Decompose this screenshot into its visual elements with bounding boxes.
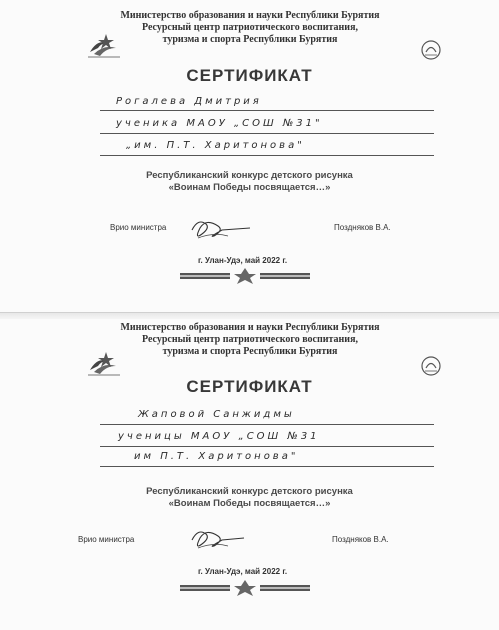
minister-label: Врио министра	[78, 535, 135, 544]
issuer-header	[80, 10, 420, 46]
issuer-header	[80, 322, 420, 358]
star-bird-logo-icon	[84, 30, 124, 60]
certificate-title: СЕРТИФИКАТ	[186, 377, 313, 396]
fill-line	[100, 110, 434, 111]
signer-name: Поздняков В.А.	[332, 535, 389, 544]
handwritten-school: ученика МАОУ „СОШ №31"	[116, 118, 323, 129]
signer-name: Поздняков В.А.	[334, 223, 391, 232]
star-bird-logo-icon	[84, 348, 124, 378]
round-emblem-icon	[418, 355, 444, 377]
certificate-1	[0, 0, 499, 312]
round-emblem-icon	[418, 39, 444, 61]
signature	[184, 524, 256, 552]
contest-line-1: Республиканский конкурс детского рисунка	[146, 486, 353, 497]
fill-line	[100, 446, 434, 447]
handwritten-name: Жаповой Санжидмы	[138, 409, 295, 420]
contest-line-1: Республиканский конкурс детского рисунка	[146, 170, 353, 181]
fill-line	[100, 133, 434, 134]
contest-line-2: «Воинам Победы посвящается…»	[168, 182, 331, 193]
handwritten-school-name: им П.Т. Харитонова"	[134, 451, 299, 462]
ribbon-medal-icon	[180, 580, 310, 596]
center-line-2: туризма и спорта Республики Бурятия	[162, 34, 338, 45]
handwritten-school-name: „им. П.Т. Харитонова"	[126, 140, 305, 151]
certificate-2	[0, 318, 499, 630]
center-line: Ресурсный центр патриотического воспитания,	[142, 334, 358, 345]
minister-label: Врио министра	[110, 223, 167, 232]
signature	[184, 214, 256, 242]
contest-title	[0, 486, 499, 510]
contest-title	[0, 170, 499, 194]
ministry-line: Министерство образования и науки Республики Бурятия	[120, 322, 380, 333]
contest-line-2: «Воинам Победы посвящается…»	[168, 498, 331, 509]
handwritten-name: Рогалева Дмитрия	[116, 96, 262, 107]
ribbon-medal-icon	[180, 268, 310, 284]
place-date: г. Улан-Удэ, май 2022 г.	[198, 567, 288, 576]
fill-line	[100, 424, 434, 425]
fill-line	[100, 466, 434, 467]
certificate-title: СЕРТИФИКАТ	[186, 66, 313, 85]
handwritten-school: ученицы МАОУ „СОШ №31	[118, 431, 320, 442]
center-line: Ресурсный центр патриотического воспитания,	[142, 22, 358, 33]
fill-line	[100, 155, 434, 156]
center-line-2: туризма и спорта Республики Бурятия	[162, 346, 338, 357]
place-date: г. Улан-Удэ, май 2022 г.	[198, 256, 288, 265]
ministry-line: Министерство образования и науки Республики Бурятия	[120, 10, 380, 21]
